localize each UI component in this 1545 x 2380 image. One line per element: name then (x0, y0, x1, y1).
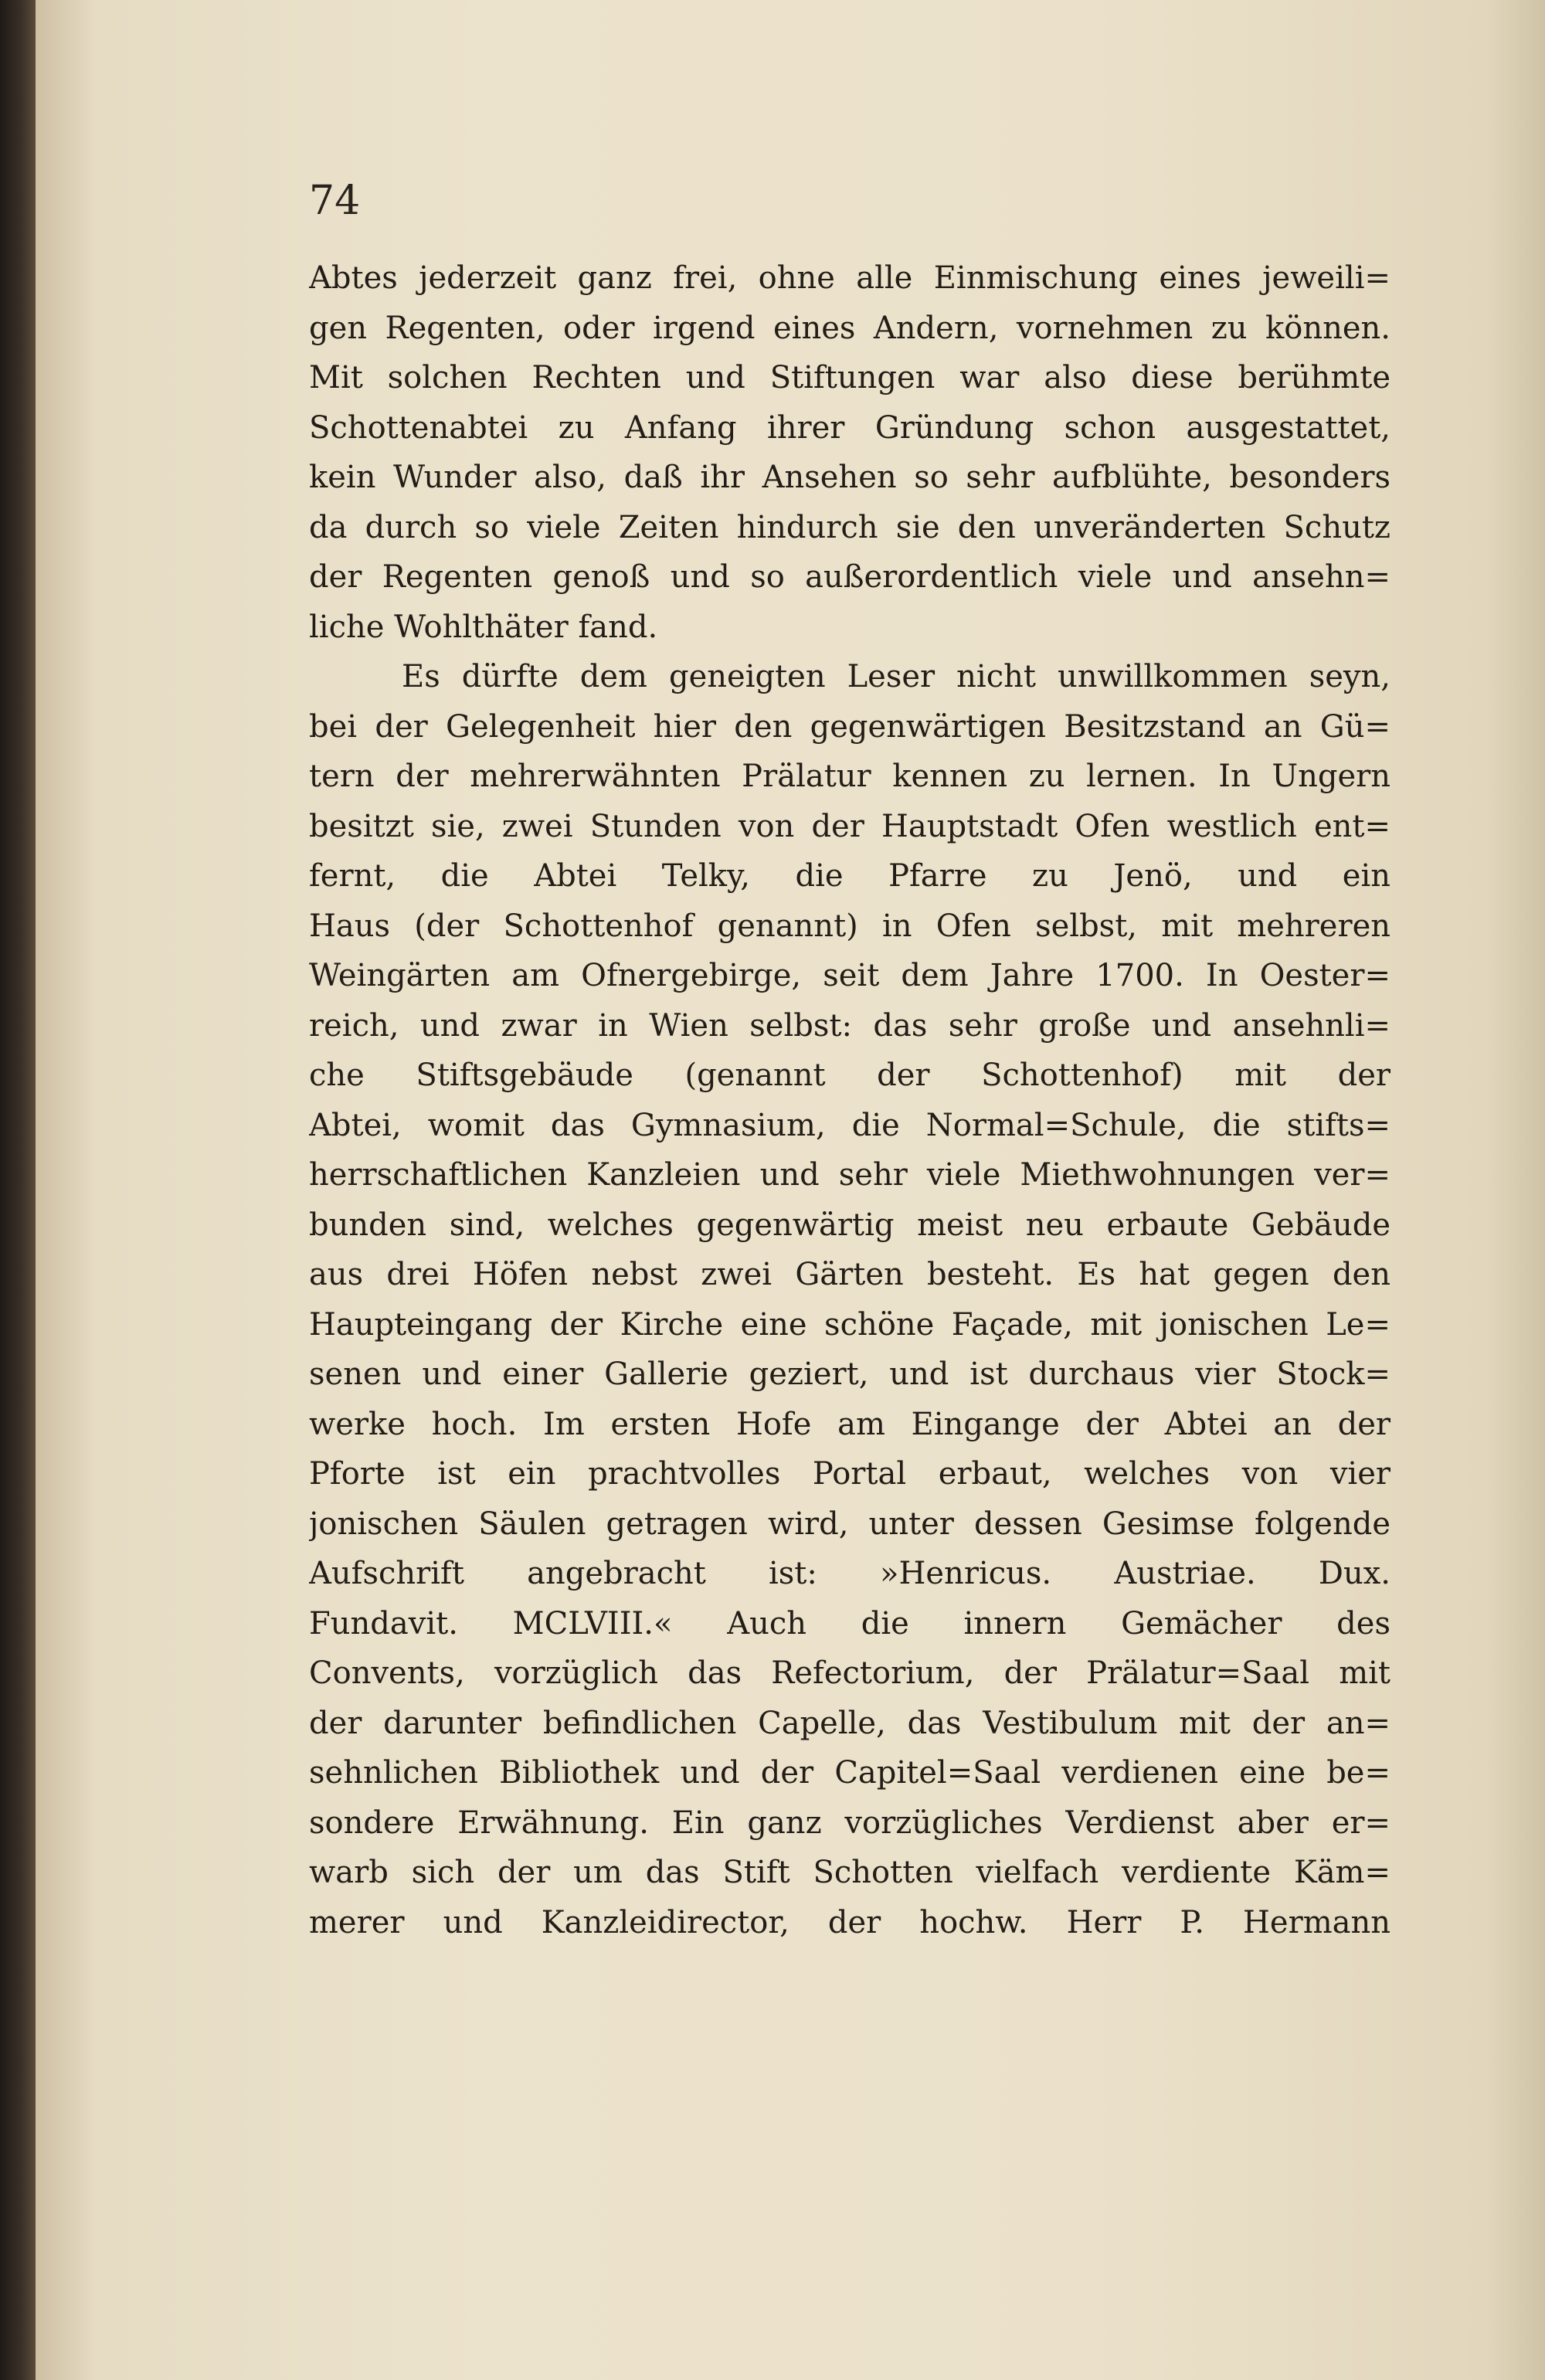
text-line: Pforte ist ein prachtvolles Portal erbaut, welches von vier (309, 1456, 1390, 1492)
text-line: Fundavit. MCLVIII.« Auch die innern Gemächer des (309, 1605, 1390, 1642)
text-line: gen Regenten, oder irgend eines Andern, vornehmen zu können. (309, 310, 1390, 346)
text-line: aus drei Höfen nebst zwei Gärten besteht. Es hat gegen den (309, 1257, 1390, 1292)
text-line: Abtes jederzeit ganz frei, ohne alle Einmischung eines jeweili= (309, 260, 1390, 296)
text-line: Haus (der Schottenhof genannt) in Ofen selbst, mit mehreren (309, 908, 1390, 944)
page-number: 74 (309, 178, 361, 224)
text-line: Aufschrift angebracht ist: »Henricus. Austriae. Dux. (309, 1556, 1390, 1591)
text-line: herrschaftlichen Kanzleien und sehr viele Miethwohnungen ver= (309, 1157, 1390, 1193)
text-line: der Regenten genoß und so außerordentlich viele und ansehn= (309, 559, 1390, 595)
text-line: Haupteingang der Kirche eine schöne Façade, mit jonischen Le= (309, 1306, 1390, 1343)
text-line: bunden sind, welches gegenwärtig meist neu erbaute Gebäude (309, 1207, 1390, 1243)
text-line: che Stiftsgebäude (genannt der Schottenhof) mit der (309, 1058, 1390, 1093)
text-line: Schottenabtei zu Anfang ihrer Gründung schon ausgestattet, (309, 409, 1390, 446)
text-line: Convents, vorzüglich das Refectorium, der Prälatur=Saal mit (309, 1655, 1390, 1691)
book-binding (0, 0, 36, 2380)
text-line: merer und Kanzleidirector, der hochw. Herr P. Hermann (309, 1904, 1390, 1940)
text-line: senen und einer Gallerie geziert, und ist durchaus vier Stock= (309, 1356, 1390, 1392)
text-line: der darunter befindlichen Capelle, das Vestibulum mit der an= (309, 1705, 1390, 1741)
text-line: da durch so viele Zeiten hindurch sie den unveränderten Schutz (309, 509, 1390, 545)
text-line: kein Wunder also, daß ihr Ansehen so sehr aufblühte, besonders (309, 460, 1390, 495)
text-line: tern der mehrerwähnten Prälatur kennen zu lernen. In Ungern (309, 759, 1390, 794)
text-line: jonischen Säulen getragen wird, unter dessen Gesimse folgende (309, 1506, 1390, 1542)
text-line: liche Wohlthäter fand. (309, 609, 658, 645)
text-line: warb sich der um das Stift Schotten vielfach verdiente Käm= (309, 1855, 1390, 1890)
text-line: Mit solchen Rechten und Stiftungen war also diese berühmte (309, 360, 1390, 396)
body-text (309, 253, 1390, 1947)
text-line: Es dürfte dem geneigten Leser nicht unwillkommen seyn, (402, 659, 1390, 694)
text-line: bei der Gelegenheit hier den gegenwärtigen Besitzstand an Gü= (309, 708, 1390, 745)
text-line: besitzt sie, zwei Stunden von der Hauptstadt Ofen westlich ent= (309, 808, 1390, 844)
text-line: reich, und zwar in Wien selbst: das sehr große und ansehnli= (309, 1007, 1390, 1044)
text-line: sondere Erwähnung. Ein ganz vorzügliches Verdienst aber er= (309, 1805, 1390, 1841)
text-line: Abtei, womit das Gymnasium, die Normal=Schule, die stifts= (309, 1107, 1390, 1143)
book-page (36, 0, 1545, 2380)
text-line: werke hoch. Im ersten Hofe am Eingange der Abtei an der (309, 1406, 1390, 1442)
text-line: fernt, die Abtei Telky, die Pfarre zu Jenö, und ein (309, 858, 1390, 894)
text-line: Weingärten am Ofnergebirge, seit dem Jahre 1700. In Oester= (309, 958, 1390, 993)
text-line: sehnlichen Bibliothek und der Capitel=Saal verdienen eine be= (309, 1755, 1390, 1791)
